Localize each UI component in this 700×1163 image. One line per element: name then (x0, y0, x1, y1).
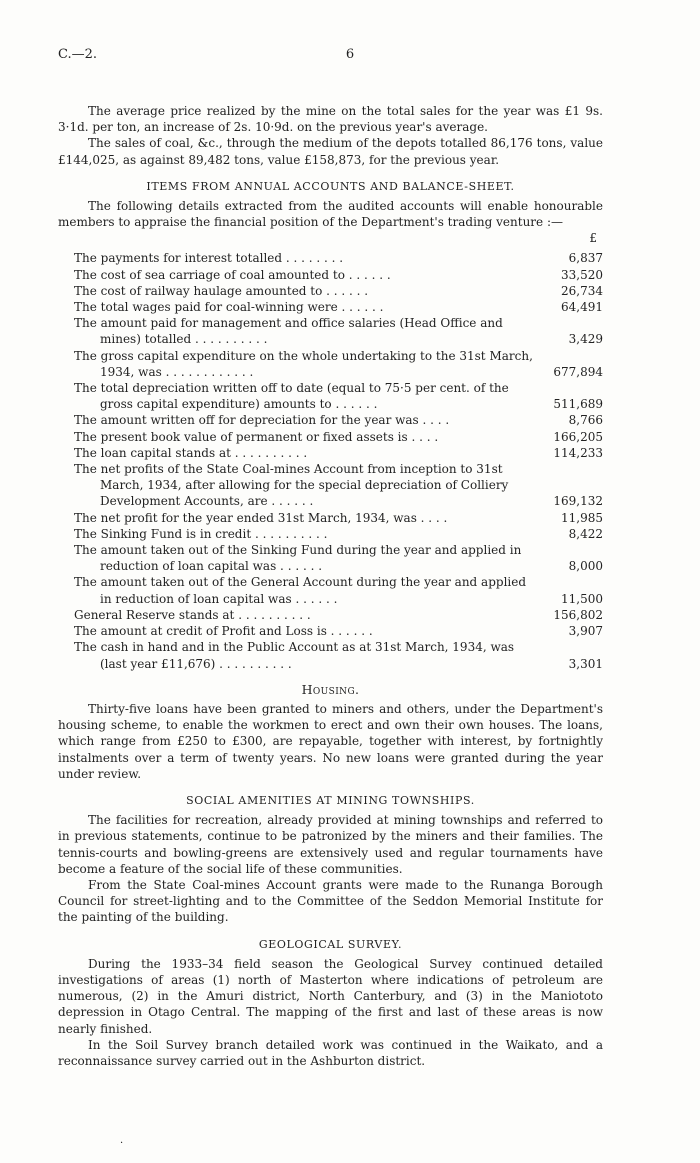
amenities-heading: SOCIAL AMENITIES AT MINING TOWNSHIPS. (186, 793, 475, 807)
account-item-text: The net profit for the year ended 31st March, 1934, was . . . . (74, 510, 448, 525)
account-item-amount: 33,520 (561, 267, 603, 282)
account-item-text: The payments for interest totalled . . . . . . . . (74, 251, 344, 266)
page-body (58, 103, 603, 1069)
account-item (58, 299, 603, 315)
account-item-text: The amount paid for management and office salaries (Head Office and mines) totalled . . . . . . . . . . (74, 316, 503, 347)
account-item-amount: 3,429 (568, 332, 603, 347)
account-item-text: The cost of railway haulage amounted to . . . . . . (74, 283, 369, 298)
account-item-amount: 511,689 (553, 397, 603, 412)
print-speck: · (120, 1138, 124, 1149)
account-item-text: The amount at credit of Profit and Loss is . . . . . . (74, 624, 373, 639)
account-item-text: General Reserve stands at . . . . . . . . . . (74, 607, 311, 622)
account-item-text: The amount taken out of the Sinking Fund during the year and applied in reduction of loan capital was . . . . . . (74, 543, 522, 574)
account-item-text: The total wages paid for coal-winning were . . . . . . (74, 300, 384, 315)
account-item (58, 542, 603, 574)
account-item (58, 267, 603, 283)
account-item (58, 574, 603, 606)
account-item (58, 607, 603, 623)
account-item-text: The gross capital expenditure on the whole undertaking to the 31st March, 1934, was . . . . . . . . . . . . (74, 348, 533, 379)
account-item-text: The Sinking Fund is in credit . . . . . . . . . . (74, 526, 328, 541)
housing-heading: Housing. (301, 681, 360, 697)
account-item (58, 348, 603, 380)
account-item-amount: 64,491 (561, 300, 603, 315)
account-item-amount: 677,894 (553, 364, 603, 379)
account-item (58, 623, 603, 639)
account-item (58, 250, 603, 266)
account-item (58, 639, 603, 671)
account-item-text: The amount written off for depreciation for the year was . . . . (74, 413, 450, 428)
accounts-items-list (58, 250, 603, 671)
account-item-text: The loan capital stands at . . . . . . . . . . (74, 445, 308, 460)
amenities-paragraph-1: The facilities for recreation, already provided at mining townships and referred to in previous statements, continue to be patronized by the miners and their families. The tennis-courts and bowling-greens are extensively used and regular tournaments have become a feature of the social life of these communities. (58, 813, 603, 876)
account-item-amount: 8,000 (568, 559, 603, 574)
account-item (58, 429, 603, 445)
account-item-text: The amount taken out of the General Account during the year and applied in reduction of loan capital was . . . . . . (74, 575, 527, 606)
account-item (58, 461, 603, 510)
account-item (58, 510, 603, 526)
housing-paragraph: Thirty-five loans have been granted to miners and others, under the Department's housing scheme, to enable the workmen to erect and own their own houses. The loans, which range from £250 to £300, are repayable, together with interest, by fortnightly instalments over a term of twenty years. No new loans were granted during the year under review. (58, 701, 603, 781)
account-item-amount: 3,301 (568, 656, 603, 671)
account-item-amount: 26,734 (561, 283, 603, 298)
account-item-amount: 8,766 (568, 413, 603, 428)
account-item-amount: 6,837 (568, 251, 603, 266)
document-reference: C.—2. (58, 47, 98, 62)
intro-paragraph-1: The average price realized by the mine on the total sales for the year was £1 9s. 3·1d. per ton, an increase of 2s. 10·9d. on the previous year's average. (58, 104, 603, 135)
currency-column-header: £ (589, 231, 597, 246)
account-item-amount: 169,132 (553, 494, 603, 509)
account-item-amount: 11,500 (561, 591, 603, 606)
account-item-text: The present book value of permanent or fixed assets is . . . . (74, 429, 439, 444)
accounts-heading: ITEMS FROM ANNUAL ACCOUNTS AND BALANCE-SHEET. (146, 179, 515, 193)
account-item (58, 445, 603, 461)
geology-paragraph-1: During the 1933–34 field season the Geological Survey continued detailed investigations of areas (1) north of Masterton where indications of petroleum are numerous, (2) in the Amuri district, North Canterbury, and (3) in the Maniototo depression in Otago Central. The mapping of the first and last of these areas is now nearly finished. (58, 956, 603, 1036)
account-item-text: The cash in hand and in the Public Account as at 31st March, 1934, was (last year £11,676) . . . . . . . . . . (74, 640, 515, 671)
account-item (58, 315, 603, 347)
geology-heading: GEOLOGICAL SURVEY. (258, 937, 403, 951)
account-item-amount: 156,802 (553, 607, 603, 622)
page-number: 6 (345, 47, 355, 62)
account-item-text: The net profits of the State Coal-mines Account from inception to 31st March, 1934, after allowing for the special depreciation of Colliery Development Accounts, are . . . . . . (74, 462, 509, 509)
amenities-paragraph-2: From the State Coal-mines Account grants were made to the Runanga Borough Council for street-lighting and to the Committee of the Seddon Memorial Institute for the painting of the building. (58, 877, 603, 925)
account-item (58, 526, 603, 542)
account-item-text: The cost of sea carriage of coal amounted to . . . . . . (74, 267, 391, 282)
accounts-intro: The following details extracted from the audited accounts will enable honourable members to appraise the financial position of the Department's trading venture :— (58, 199, 603, 230)
account-item-amount: 3,907 (568, 624, 603, 639)
account-item-amount: 114,233 (553, 445, 603, 460)
account-item (58, 412, 603, 428)
account-item (58, 380, 603, 412)
account-item (58, 283, 603, 299)
account-item-amount: 166,205 (553, 429, 603, 444)
geology-paragraph-2: In the Soil Survey branch detailed work was continued in the Waikato, and a reconnaissance survey carried out in the Ashburton district. (58, 1037, 603, 1068)
account-item-text: The total depreciation written off to date (equal to 75·5 per cent. of the gross capital expenditure) amounts to . . . . . . (74, 381, 509, 412)
account-item-amount: 11,985 (561, 510, 603, 525)
intro-paragraph-2: The sales of coal, &c., through the medium of the depots totalled 86,176 tons, value £144,025, as against 89,482 tons, value £158,873, for the previous year. (58, 136, 603, 167)
account-item-amount: 8,422 (568, 526, 603, 541)
